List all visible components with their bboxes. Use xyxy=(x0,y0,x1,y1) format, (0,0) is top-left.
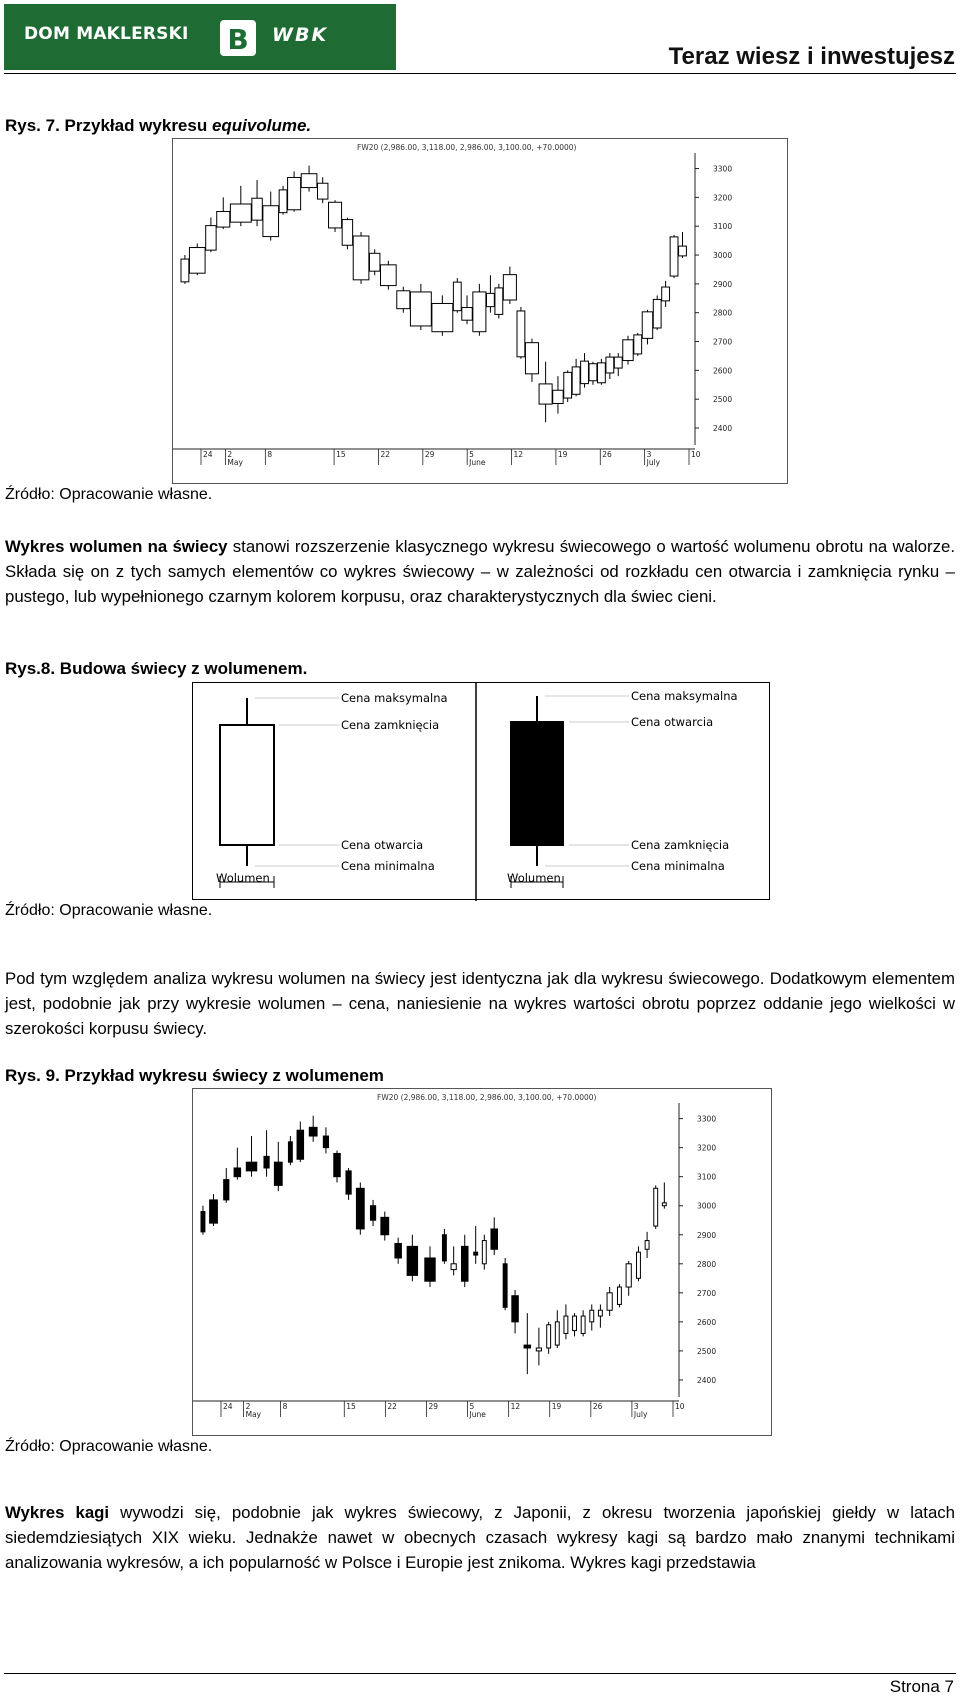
candle-body xyxy=(634,335,642,354)
y-tick-label: 2600 xyxy=(713,366,733,376)
filled-candle-body xyxy=(511,722,563,845)
candle-body xyxy=(407,1246,417,1275)
candle-body xyxy=(395,1243,402,1258)
x-tick-label: 22 xyxy=(387,1402,397,1411)
candle-body xyxy=(589,364,597,381)
candle-body xyxy=(317,183,327,199)
hollow-candle-body xyxy=(220,725,274,845)
paragraph-analysis: Pod tym względem analiza wykresu wolumen na świecy jest identyczna jak dla wykresu świecowego. Dodatkowym elementem jest, podobnie jak przy wykresie wolumen – cena, naniesienie na wykres wartości obrotu poprzez oddanie jego wielkości w szerokości korpusu świecy. xyxy=(5,969,955,1038)
page-number: Strona 7 xyxy=(889,1677,954,1696)
candle-body xyxy=(461,1246,468,1281)
x-tick-label: 26 xyxy=(602,450,612,459)
candle-body xyxy=(263,206,279,237)
candle-body xyxy=(642,312,652,339)
hollow-label-open: Cena otwarcia xyxy=(341,838,424,852)
y-tick-label: 2500 xyxy=(697,1346,717,1356)
candle-body xyxy=(201,1212,205,1232)
candle-body xyxy=(381,265,397,286)
chart-legend: FW20 (2,986.00, 3,118.00, 2,986.00, 3,100.00, +70.0000) xyxy=(377,1093,597,1102)
figure-8-caption: Rys.8. Budowa świecy z wolumenem. xyxy=(5,659,308,678)
x-period-label: July xyxy=(646,458,661,467)
y-tick-label: 2500 xyxy=(713,395,733,405)
hollow-label-min: Cena minimalna xyxy=(341,859,435,873)
equivolume-chart-svg xyxy=(173,139,788,484)
candle-body xyxy=(486,293,494,306)
x-tick-label: 10 xyxy=(675,1402,685,1411)
candle-body xyxy=(453,282,461,311)
x-tick-label: 2 xyxy=(245,1402,251,1411)
x-period-label: May xyxy=(227,458,243,467)
y-tick-label: 2900 xyxy=(713,279,733,289)
candle-body xyxy=(555,1322,559,1345)
filled-label-open: Cena otwarcia xyxy=(631,715,714,729)
candle-body xyxy=(279,190,287,213)
y-tick-label: 2900 xyxy=(697,1230,717,1240)
y-tick-label: 3200 xyxy=(713,193,733,203)
candle-body xyxy=(491,1229,498,1249)
candle-body xyxy=(323,1136,328,1148)
candle-body xyxy=(590,1310,594,1322)
hollow-label-volume: Wolumen xyxy=(216,871,270,885)
y-tick-label: 2600 xyxy=(697,1317,717,1327)
candle-body xyxy=(564,1316,568,1333)
candle-body xyxy=(224,1180,229,1200)
x-tick-label: 26 xyxy=(592,1402,603,1411)
broker-logo xyxy=(4,4,396,70)
candle-body xyxy=(288,1142,292,1162)
candle-body xyxy=(381,1217,389,1234)
candle-body xyxy=(539,384,552,404)
candle-body xyxy=(654,1188,658,1226)
candle-body xyxy=(573,1316,577,1331)
x-tick-label: 10 xyxy=(691,450,701,459)
figure-7-source: Źródło: Opracowanie własne. xyxy=(5,486,213,503)
candle-body xyxy=(645,1241,649,1250)
candle-body xyxy=(356,1188,364,1229)
x-tick-label: 2 xyxy=(227,450,233,459)
x-tick-label: 15 xyxy=(346,1402,356,1411)
logo-mark-letter: B xyxy=(227,23,249,56)
candle-body xyxy=(217,211,230,227)
x-tick-label: 5 xyxy=(469,450,474,459)
y-tick-label: 3300 xyxy=(713,164,733,174)
candle-body xyxy=(425,1258,435,1281)
y-tick-label: 3000 xyxy=(697,1201,717,1211)
equivolume-chart xyxy=(172,138,788,484)
candle-body xyxy=(653,299,661,328)
hollow-label-close: Cena zamknięcia xyxy=(341,718,440,732)
x-period-label: June xyxy=(469,1410,486,1419)
candle-body xyxy=(451,1264,456,1270)
y-tick-label: 2700 xyxy=(713,337,733,347)
hollow-candle xyxy=(216,691,448,888)
candle-body xyxy=(210,1200,218,1223)
candle-body xyxy=(553,390,563,403)
header-rule xyxy=(4,73,956,74)
y-tick-label: 3100 xyxy=(713,222,733,232)
candlevolume-chart xyxy=(192,1088,772,1436)
candle-body xyxy=(346,1171,351,1194)
x-tick-label: 24 xyxy=(223,1402,233,1411)
figure-7-caption xyxy=(5,116,311,136)
x-tick-label: 19 xyxy=(551,1402,562,1411)
header-tagline: Teraz wiesz i inwestujesz xyxy=(668,43,955,70)
filled-label-volume: Wolumen xyxy=(507,871,561,885)
y-tick-label: 2800 xyxy=(697,1259,717,1269)
filled-candle xyxy=(507,689,738,888)
x-tick-label: 12 xyxy=(513,450,524,459)
candle-body xyxy=(623,340,633,361)
candlevolume-chart-svg xyxy=(193,1089,772,1436)
candle-body xyxy=(572,367,580,394)
y-tick-label: 2400 xyxy=(697,1375,717,1385)
figure-9-caption: Rys. 9. Przykład wykresu świecy z wolumenem xyxy=(5,1066,384,1085)
candle-body xyxy=(334,1153,341,1176)
candle-body xyxy=(288,177,301,209)
filled-label-max: Cena maksymalna xyxy=(631,689,738,703)
zachodni-logo-icon xyxy=(218,18,258,58)
x-tick-label: 22 xyxy=(380,450,391,459)
figure-7-caption-prefix: Rys. 7. Przykład wykresu xyxy=(5,116,212,135)
candle-body xyxy=(442,1235,446,1261)
hollow-label-max: Cena maksymalna xyxy=(341,691,448,705)
x-tick-label: 3 xyxy=(633,1402,639,1411)
candle-body xyxy=(637,1252,641,1278)
figure-9-source: Źródło: Opracowanie własne. xyxy=(5,1438,213,1455)
candle-body xyxy=(246,1162,256,1171)
candle-body xyxy=(230,204,251,222)
candle-structure-diagram xyxy=(192,682,770,900)
x-tick-label: 8 xyxy=(282,1402,288,1411)
candle-body xyxy=(517,311,525,357)
y-tick-label: 3200 xyxy=(697,1143,717,1153)
candle-body xyxy=(614,357,622,368)
candle-body xyxy=(679,246,687,256)
paragraph-kagi xyxy=(5,1500,955,1575)
candle-body xyxy=(353,236,369,280)
candle-body xyxy=(410,292,431,326)
candle-body xyxy=(234,1168,241,1177)
candle-body xyxy=(607,1293,612,1310)
x-period-label: July xyxy=(633,1410,648,1419)
x-tick-label: 24 xyxy=(203,450,213,459)
y-tick-label: 3300 xyxy=(697,1114,717,1124)
candle-body xyxy=(432,303,453,331)
x-tick-label: 3 xyxy=(646,450,652,459)
candle-body xyxy=(606,357,614,373)
y-tick-label: 3000 xyxy=(713,251,733,261)
candle-body xyxy=(597,363,605,383)
candle-body xyxy=(670,237,678,276)
y-tick-label: 2800 xyxy=(713,308,733,318)
x-tick-label: 19 xyxy=(557,450,568,459)
candle-body xyxy=(473,292,486,332)
candle-body xyxy=(462,308,472,321)
paragraph-kagi-text: wywodzi się, podobnie jak wykres świecowy, z Japonii, z okresu tworzenia japońskiej giełdy w latach siedemdziesiątych XIX wieku. Jednakże nawet w obecnych czasach wykresy kagi są bardzo mało znanymi technikami analizowania wykresów, a ich popularność w Polsce i Europie jest znikoma. Wykres kagi przedstawia xyxy=(5,1503,955,1572)
candle-body xyxy=(370,1206,375,1221)
chart-legend: FW20 (2,986.00, 3,118.00, 2,986.00, 3,100.00, +70.0000) xyxy=(357,143,577,152)
candle-body xyxy=(617,1287,621,1304)
candle-body xyxy=(503,1264,507,1308)
candle-body xyxy=(662,1203,666,1206)
x-tick-label: 29 xyxy=(424,450,435,459)
candle-body xyxy=(581,1316,585,1333)
y-tick-label: 2700 xyxy=(697,1288,717,1298)
candle-body xyxy=(662,287,670,301)
candle-body xyxy=(181,259,189,282)
candle-body xyxy=(524,1345,531,1348)
paragraph-volume-candle-text: stanowi rozszerzenie klasycznego wykresu świecowego o wartość wolumenu obrotu na walorze. Składa się on z tych samych elementów co wykres świecowy – w zależności od rozkładu cen otwarcia i zamknięcia rynku – pustego, lub wypełnionego czarnym kolorem korpusu, oraz charakterystycznych dla świec cieni. xyxy=(5,537,955,606)
candle-body xyxy=(495,288,503,315)
paragraph-volume-candle xyxy=(5,534,955,609)
x-tick-label: 5 xyxy=(469,1402,475,1411)
x-period-label: June xyxy=(469,458,486,467)
paragraph-kagi-bold: Wykres kagi xyxy=(5,1503,110,1522)
figure-8-source: Źródło: Opracowanie własne. xyxy=(5,902,213,919)
candle-body xyxy=(512,1296,519,1322)
x-tick-label: 8 xyxy=(267,450,273,459)
candle-body xyxy=(252,198,262,220)
figure-7-caption-em: equivolume. xyxy=(211,116,312,135)
candle-body xyxy=(482,1241,486,1264)
y-tick-label: 3100 xyxy=(697,1172,717,1182)
filled-label-close: Cena zamknięcia xyxy=(631,838,730,852)
x-tick-label: 29 xyxy=(428,1402,439,1411)
footer-rule xyxy=(4,1673,956,1674)
candle-body xyxy=(342,220,352,246)
candle-body xyxy=(536,1348,541,1351)
candle-body xyxy=(309,1127,317,1136)
filled-label-min: Cena minimalna xyxy=(631,859,725,873)
candle-body xyxy=(547,1325,551,1348)
candle-body xyxy=(274,1162,282,1185)
logo-wbk: WBK xyxy=(272,24,329,46)
candle-structure-svg xyxy=(193,683,771,901)
candle-body xyxy=(525,343,538,374)
candle-body xyxy=(564,372,572,398)
candle-body xyxy=(626,1264,631,1287)
x-tick-label: 12 xyxy=(510,1402,521,1411)
paragraph-volume-candle-bold: Wykres wolumen na świecy xyxy=(5,537,228,556)
candle-body xyxy=(397,291,410,309)
x-period-label: May xyxy=(245,1410,262,1419)
y-tick-label: 2400 xyxy=(713,424,733,434)
x-tick-label: 15 xyxy=(336,450,346,459)
candle-body xyxy=(503,275,516,300)
candle-body xyxy=(598,1310,602,1316)
candle-body xyxy=(581,361,589,383)
candle-body xyxy=(329,202,342,228)
candle-body xyxy=(474,1252,478,1255)
logo-text: DOM MAKLERSKI xyxy=(24,24,189,44)
candle-body xyxy=(369,253,379,271)
candle-body xyxy=(301,174,317,188)
candle-body xyxy=(189,248,205,274)
candle-body xyxy=(264,1156,269,1168)
candle-body xyxy=(297,1130,304,1159)
candle-body xyxy=(206,226,216,251)
